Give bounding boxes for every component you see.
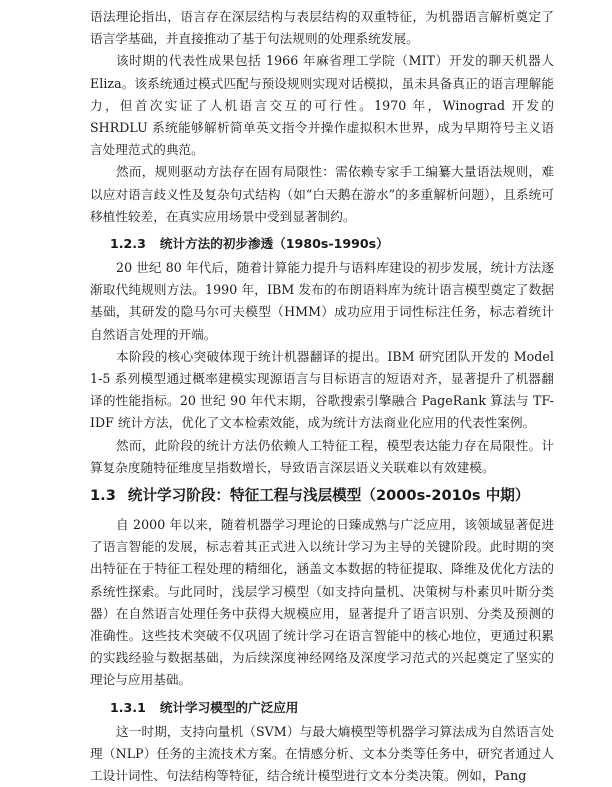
paragraph-statistical-limitations: 然而，此阶段的统计方法仍依赖人工特征工程，模型表达能力存在局限性。计算复杂度随特征维度呈指数增长，导致语言深层语义关联难以有效建模。 — [90, 437, 554, 475]
heading-title: 统计学习模型的广泛应用 — [159, 699, 299, 715]
heading-number: 1.3 — [90, 487, 116, 505]
paragraph-rule-limitations: 然而，规则驱动方法存在固有局限性：需依赖专家手工编纂大量语法规则，难以应对语言歧义性及复杂句式结构（如“白天鹅在游水”的多重解析问题），且系统可移植性较差，在真实应用场景中受到显著制约。 — [90, 164, 554, 224]
paragraph-statistical-learning: 自 2000 年以来，随着机器学习理论的日臻成熟与广泛应用，该领域显著促进了语言智能的发展，标志着其正式进入以统计学习为主导的关键阶段。此时期的突出特征在于特征工程处理的精细化，涵盖文本数据的特征提取、降维及优化方法的系统性探索。与此同时，浅层学习模型（如支持向量机、决策树与朴素贝叶斯分类器）在自然语言处理任务中获得大规模应用，显著提升了语言识别、分类及预测的准确性。这些技术突破不仅巩固了统计学习在语言智能中的核心地位，更通过积累的实践经验与数据基础，为后续深度神经网络及深度学习范式的兴起奠定了坚实的理论与应用基础。 — [90, 517, 554, 688]
heading-1-2-3 — [110, 234, 554, 254]
paragraph-machine-translation: 本阶段的核心突破体现于统计机器翻译的提出。IBM 研究团队开发的 Model 1-5 系列模型通过概率建模实现源语言与目标语言的短语对齐，显著提升了机器翻译的性能指标。20 世纪 90 年代末期，谷歌搜索引擎融合 PageRank 算法与 TF-IDF 统计方法，优化了文本检索效能，成为统计方法商业化应用的代表性案例。 — [90, 348, 554, 431]
heading-1-3 — [90, 484, 554, 508]
heading-title: 统计学习阶段：特征工程与浅层模型（2000s-2010s 中期） — [127, 487, 530, 505]
heading-number: 1.3.1 — [110, 699, 146, 715]
paragraph-syntax-theory: 语法理论指出，语言存在深层结构与表层结构的双重特征，为机器语言解析奠定了语言学基础，并直接推动了基于句法规则的处理系统发展。 — [90, 9, 554, 47]
paragraph-svm-maxent: 这一时期，支持向量机（SVM）与最大熵模型等机器学习算法成为自然语言处理（NLP）任务的主流技术方案。在情感分析、文本分类等任务中，研究者通过人工设计词性、句法结构等特征，结合统计模型进行文本分类决策。例如，Pang — [90, 723, 554, 784]
heading-title: 统计方法的初步渗透（1980s-1990s） — [159, 236, 389, 252]
heading-number: 1.2.3 — [110, 236, 146, 252]
paragraph-statistical-rise: 20 世纪 80 年代后，随着计算能力提升与语料库建设的初步发展，统计方法逐渐取代纯规则方法。1990 年，IBM 发布的布朗语料库为统计语言模型奠定了数据基础，其研发的隐马尔可夫模型（HMM）成功应用于词性标注任务，标志着统计自然语言处理的开端。 — [90, 260, 554, 342]
paragraph-eliza-shrdlu: 该时期的代表性成果包括 1966 年麻省理工学院（MIT）开发的聊天机器人 Eliza。该系统通过模式匹配与预设规则实现对话模拟，虽未具备真正的语言理解能力，但首次实证了人机语言交互的可行性。1970 年，Winograd 开发的 SHRDLU 系统能够解析简单英文指令并操作虚拟积木世界，成为早期符号主义语言处理范式的典范。 — [90, 53, 554, 158]
heading-1-3-1 — [110, 698, 554, 718]
